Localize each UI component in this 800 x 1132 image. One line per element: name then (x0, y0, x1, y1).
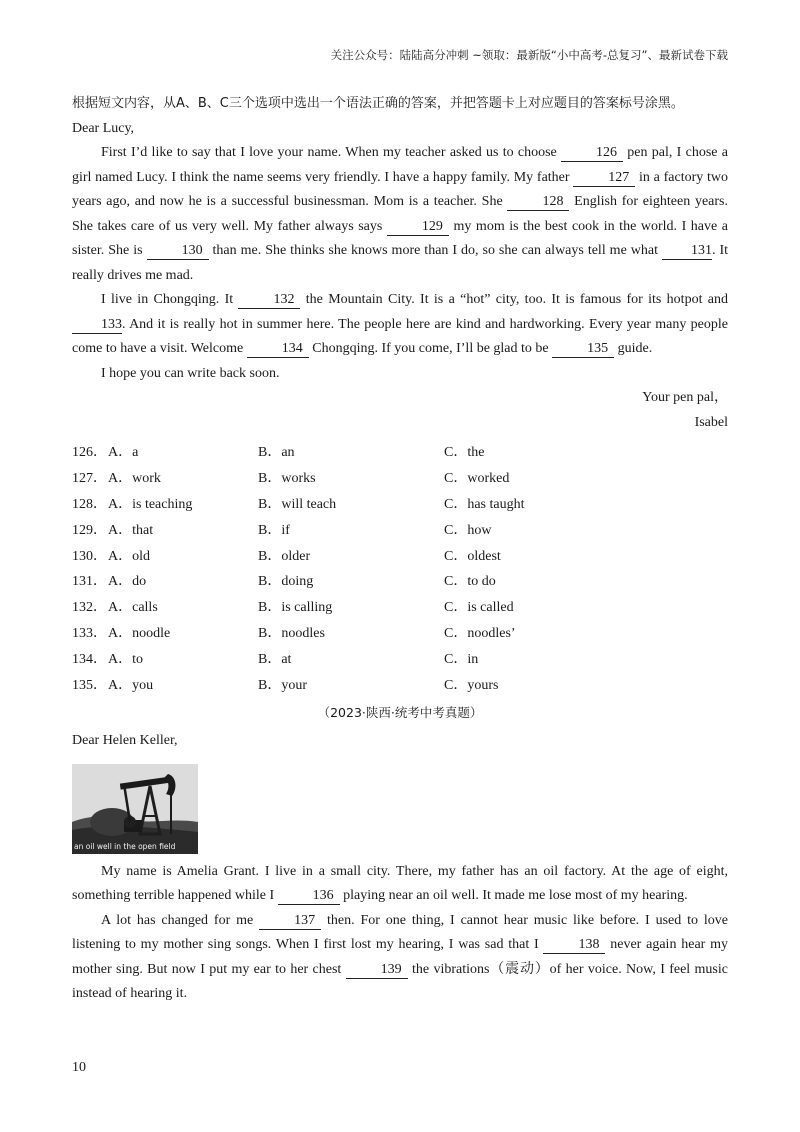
blank-127: 127 (573, 169, 635, 187)
photo-caption: an oil well in the open field (74, 841, 176, 851)
option-row-127 (72, 466, 728, 492)
text: English for eighteen years. She takes care of us very well. My father always says (72, 194, 728, 234)
text: . And it is really hot in summer here. The people here are kind and hardworking. Every year many people come to have a visit. Welcome (72, 316, 728, 356)
option-b: B．is calling (258, 600, 333, 616)
text: guide. (614, 341, 653, 356)
blank-130: 130 (147, 242, 209, 260)
option-c: C．to do (444, 574, 496, 590)
text: my mom is the best cook in the world. I have a sister. She is (72, 218, 728, 258)
option-c: C．yours (444, 678, 499, 694)
option-c: C．oldest (444, 548, 501, 564)
option-c: C．worked (444, 470, 510, 486)
letter1-closing: Your pen pal， (642, 390, 728, 405)
text: . It really drives me mad. (72, 243, 728, 283)
blank-126: 126 (561, 144, 623, 162)
option-a: A．calls (108, 600, 158, 616)
letter1-paragraph-2 (72, 288, 728, 362)
option-row-128 (72, 492, 728, 518)
question-number: 131． (72, 574, 107, 590)
text: Chongqing. If you come, I’ll be glad to be (308, 341, 553, 356)
options-list (72, 440, 728, 699)
option-row-129 (72, 518, 728, 544)
option-b: B．will teach (258, 496, 337, 512)
option-a: A．old (108, 548, 150, 564)
option-a: A．do (108, 574, 147, 590)
option-b: B．older (258, 548, 311, 564)
option-a: A．you (108, 678, 154, 694)
page-number: 10 (72, 1060, 86, 1075)
option-b: B．works (258, 470, 316, 486)
text: never again hear my mother sing. But now I put my ear to her chest (72, 937, 728, 977)
letter1-paragraph-3: I hope you can write back soon. (101, 365, 280, 381)
blank-133: 133 (72, 316, 122, 334)
instruction: 根据短文内容，从A、B、C三个选项中选出一个语法正确的答案，并把答题卡上对应题目的答案标号涂黑。 (72, 96, 684, 111)
question-number: 135． (72, 678, 107, 694)
option-row-130 (72, 544, 728, 570)
question-number: 128． (72, 496, 107, 512)
question-number: 132． (72, 600, 107, 616)
page-header: 关注公众号：陆陆高分冲刺 ~领取：最新版“小中高考-总复习”、最新试卷下载 (330, 48, 728, 62)
option-a: A．noodle (108, 626, 171, 642)
option-c: C．is called (444, 600, 514, 616)
option-b: B．noodles (258, 626, 325, 642)
option-a: A．to (108, 652, 143, 668)
option-c: C．has taught (444, 496, 525, 512)
option-a: A．a (108, 445, 139, 460)
option-b: B．at (258, 652, 292, 668)
text: playing near an oil well. It made me lose most of my hearing. (339, 888, 688, 904)
option-row-131 (72, 569, 728, 595)
text: pen pal, I chose a girl named Lucy. I think the name seems very friendly. I have a happy family. My father (72, 145, 728, 185)
oil-well-photo (72, 764, 198, 854)
option-row-133 (72, 621, 728, 647)
letter2-greeting: Dear Helen Keller, (72, 733, 178, 749)
option-a: A．work (108, 470, 161, 486)
text: I live in Chongqing. It (101, 292, 239, 307)
blank-134: 134 (247, 340, 309, 358)
document-body (72, 92, 728, 1007)
letter1-signature: Isabel (694, 414, 728, 430)
option-row-134 (72, 647, 728, 673)
text: than me. She thinks she knows more than I do, so she can always tell me what (208, 243, 662, 258)
text: A lot has changed for me (101, 912, 260, 928)
blank-135: 135 (552, 340, 614, 358)
blank-132: 132 (238, 291, 300, 309)
text: First I’d like to say that I love your name. When my teacher asked us to choose (101, 145, 562, 160)
option-row-135 (72, 673, 728, 699)
blank-128: 128 (507, 193, 569, 211)
question-number: 127． (72, 470, 107, 486)
question-number: 129． (72, 522, 107, 538)
source-note: （2023·陕西·统考中考真题） (317, 704, 483, 720)
text: the vibrations（震动）of her voice. Now, I feel music instead of hearing it. (72, 961, 728, 1002)
text: in a factory two years ago, and now he is a successful businessman. Mom is a teacher. She (72, 169, 729, 209)
blank-136: 136 (278, 887, 340, 905)
blank-129: 129 (387, 218, 449, 236)
option-row-126 (72, 440, 728, 466)
blank-139: 139 (346, 961, 408, 979)
question-number: 126． (72, 445, 107, 460)
blank-131: 131 (662, 242, 712, 260)
blank-138: 138 (543, 936, 605, 954)
option-b: B．doing (258, 574, 314, 590)
question-number: 134． (72, 652, 107, 668)
letter2-paragraph-1 (72, 860, 728, 909)
option-b: B．your (258, 678, 307, 694)
option-row-132 (72, 595, 728, 621)
letter2-paragraph-2 (72, 909, 728, 1007)
option-c: C．the (444, 445, 485, 460)
option-c: C．in (444, 652, 479, 668)
option-a: A．that (108, 522, 154, 538)
option-c: C．noodles’ (444, 626, 516, 642)
option-b: B．if (258, 522, 290, 538)
letter1-greeting: Dear Lucy, (72, 120, 135, 136)
letter1-paragraph-1 (72, 141, 728, 288)
option-b: B．an (258, 445, 295, 460)
pumpjack-icon (72, 764, 198, 854)
question-number: 130． (72, 548, 107, 564)
text: then. For one thing, I cannot hear music like before. I used to love listening to my mother sing songs. When I first lost my hearing, I was sad that I (72, 912, 728, 953)
text: My name is Amelia Grant. I live in a small city. There, my father has an oil factory. At the age of eight, something terrible happened while I (72, 863, 728, 904)
text: the Mountain City. It is a “hot” city, too. It is famous for its hotpot and (300, 292, 729, 307)
option-c: C．how (444, 522, 492, 538)
option-a: A．is teaching (108, 496, 193, 512)
blank-137: 137 (259, 912, 321, 930)
question-number: 133． (72, 626, 107, 642)
